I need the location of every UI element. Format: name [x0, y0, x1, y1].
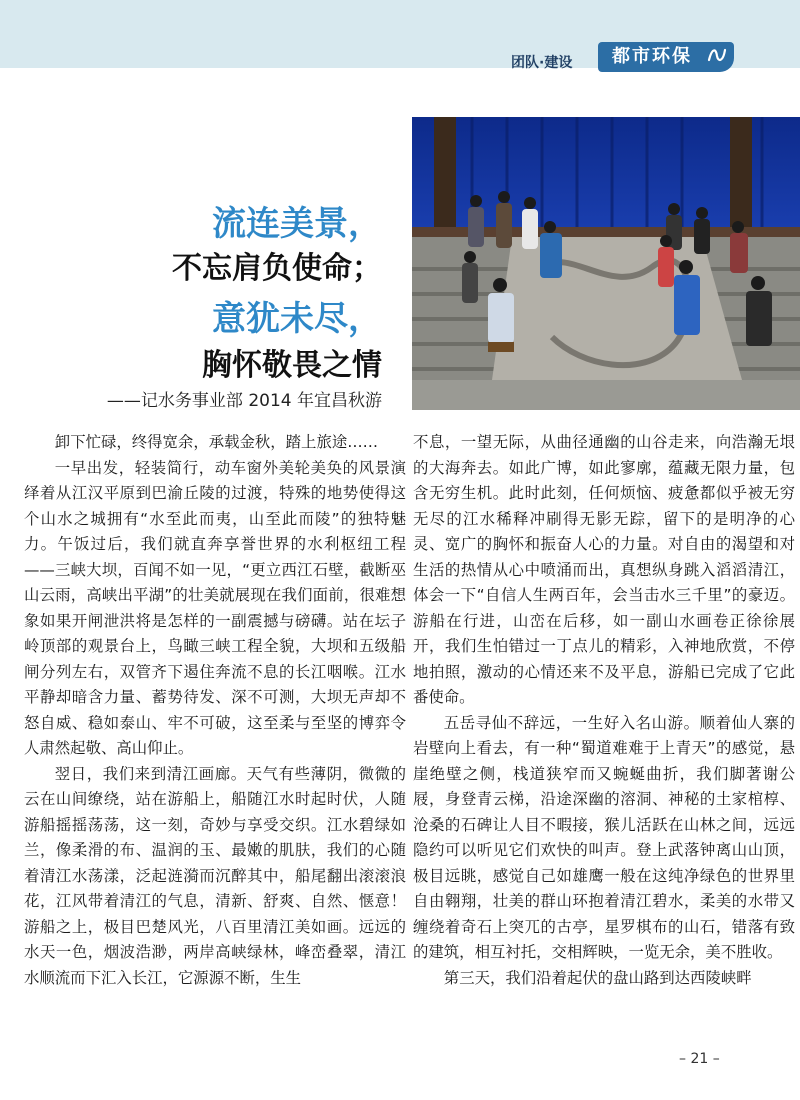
magazine-name: 都市环保: [612, 46, 692, 67]
left-column: [24, 430, 406, 991]
article-subtitle: ——记水务事业部 2014 年宜昌秋游: [106, 391, 382, 411]
paragraph: 翌日，我们来到清江画廊。天气有些薄阴，微微的云在山间缭绕，站在游船上，船随江水时起时伏，人随游船摇摇荡荡，这一刻，奇妙与享受交织。江水碧绿如兰，像柔滑的布、温润的玉、最嫩的肌肤，我们的心随着清江水荡漾，泛起涟漪而沉醉其中，船尾翻出滚滚浪花，江风带着清江的气息，清新、舒爽、自然、惬意！游船之上，极目巴楚风光，八百里清江美如画。远远的水天一色，烟波浩渺，两岸高峡绿林，峰峦叠翠，清江水顺流而下汇入长江，它源源不断，生生: [24, 764, 406, 987]
title-line-3: 意犹未尽，: [212, 299, 382, 339]
title-line-2: 不忘肩负使命；: [172, 251, 382, 286]
paragraph: 五岳寻仙不辞远，一生好入名山游。顺着仙人寨的岩壁向上看去，有一种“蜀道难难于上青天”的感觉，悬崖绝壁之侧，栈道狭窄而又蜿蜒曲折，我们脚著谢公屐，身登青云梯，沿途深幽的溶洞、神秘的土家棺椁、沧桑的石碑让人目不暇接，猴儿活跃在山林之间，远远隐约可以听见它们欢快的叫声。登上武落钟离山山顶，极目远眺，感觉自己如雄鹰一般在这纯净绿色的世界里自由翱翔，壮美的群山环抱着清江碧水，柔美的水带又缠绕着奇石上突兀的古亭，星罗棋布的山石，错落有致的建筑，相互衬托，交相辉映，一览无余，美不胜收。: [413, 713, 795, 961]
magazine-banner: [598, 42, 734, 72]
page-number: – 21 –: [679, 1051, 720, 1067]
paragraph: 第三天，我们沿着起伏的盘山路到达西陵峡畔: [443, 968, 752, 987]
group-photo-image: [412, 117, 800, 410]
title-line-1: 流连美景，: [212, 204, 382, 244]
section-label: 团队·建设: [511, 55, 573, 71]
paragraph: 不息，一望无际，从曲径通幽的山谷走来，向浩瀚无垠的大海奔去。如此广博，如此寥廓，蕴藏无限力量，包含无穷生机。此时此刻，任何烦恼、疲惫都似乎被无穷无尽的江水稀释冲刷得无影无踪，留下的是明净的心灵、宽广的胸怀和振奋人心的力量。对自由的渴望和对生活的热情从心中喷涌而出，真想纵身跳入滔滔清江，体会一下“自信人生两百年，会当击水三千里”的豪迈。游船在行进，山峦在后移，如一副山水画卷正徐徐展开，我们生怕错过一丁点儿的精彩，入神地欣赏，不停地拍照，激动的心情还来不及平息，游船已完成了它此番使命。: [413, 433, 795, 706]
paragraph: 一早出发，轻装简行，动车窗外美轮美奂的风景演绎着从江汉平原到巴渝丘陵的过渡，特殊的地势使得这个山水之城拥有“水至此而夷，山至此而陵”的独特魅力。午饭过后，我们就直奔享誉世界的水利枢纽工程——三峡大坝，百闻不如一见，“更立西江石壁，截断巫山云雨，高峡出平湖”的壮美就展现在我们面前，很难想象如果开闸泄洪将是怎样的一副震撼与磅礴。站在坛子岭顶部的观景台上，鸟瞰三峡工程全貌，大坝和五级船闸分列左右，双管齐下遏住奔流不息的长江咽喉。江水平静却暗含力量、蓄势待发、深不可测，大坝无声却不怒自威、稳如泰山、牢不可破，这至柔与至坚的博弈令人肃然起敬、高山仰止。: [24, 458, 406, 757]
group-photo: [412, 117, 800, 410]
wave-logo-icon: [706, 44, 728, 66]
title-line-4: 胸怀敬畏之情: [202, 348, 382, 383]
paragraph: 卸下忙碌，终得宽余，承载金秋，踏上旅途……: [54, 433, 379, 451]
right-column: [413, 430, 795, 991]
